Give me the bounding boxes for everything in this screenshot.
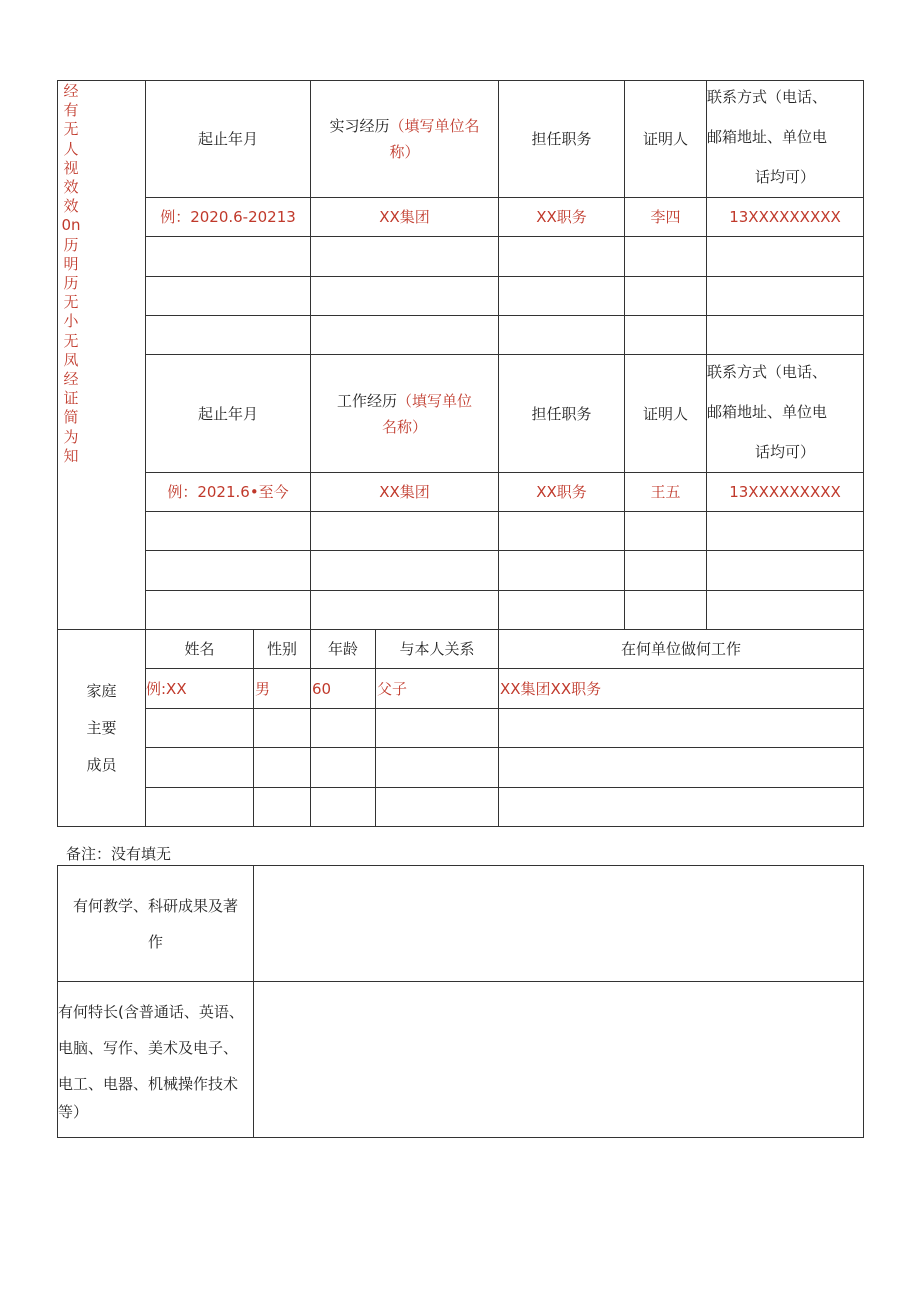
side-char: 经	[63, 82, 79, 100]
contact-header-line: 话均可）	[754, 443, 815, 461]
internship-example-date: 例：2020.6-20213	[160, 208, 296, 226]
remark-note: 备注：没有填无	[66, 845, 172, 863]
work-experience-header	[311, 355, 498, 472]
work-example-role: XX职务	[536, 483, 587, 501]
side-vertical-label	[60, 82, 82, 466]
family-example-gender: 男	[255, 679, 271, 698]
side-char: 证	[63, 389, 79, 408]
family-label-line: 主要	[86, 718, 117, 737]
side-char: 经	[63, 370, 79, 389]
work-witness-header: 证明人	[642, 404, 688, 423]
side-char: 无	[63, 331, 79, 350]
family-section-label	[58, 630, 145, 826]
side-char: 明	[63, 254, 79, 273]
work-example-date: 例：2021.6•至今	[167, 483, 289, 501]
skills-label	[58, 994, 254, 1122]
side-char: 人	[63, 139, 79, 158]
family-label-line: 家庭	[86, 681, 117, 700]
contact-header-line: 联系方式（电话、	[707, 88, 828, 106]
side-char: 小	[63, 312, 79, 331]
internship-role-header: 担任职务	[531, 130, 592, 148]
skills-label-line: 等）	[58, 1103, 89, 1121]
family-example-relation: 父子	[377, 679, 408, 698]
family-label-line: 成员	[86, 755, 117, 774]
research-label-line: 作	[147, 932, 163, 951]
family-name-header: 姓名	[184, 640, 215, 658]
family-age-header: 年龄	[327, 640, 358, 658]
side-char: 无	[63, 293, 79, 312]
side-char: 凤	[63, 350, 79, 369]
internship-date-header: 起止年月	[197, 130, 258, 148]
side-char: 视	[63, 158, 79, 177]
side-char: 为	[63, 427, 79, 446]
research-value[interactable]	[254, 866, 863, 981]
work-example-contact: 13XXXXXXXXX	[729, 483, 841, 501]
internship-experience-note: （填写单位名	[389, 117, 480, 135]
contact-header-line: 邮箱地址、单位电	[707, 128, 828, 146]
work-example-org: XX集团	[379, 483, 430, 501]
work-example-witness: 王五	[650, 483, 681, 501]
family-relation-header: 与本人关系	[399, 640, 475, 658]
work-experience-note-2: 名称）	[381, 417, 427, 436]
work-experience-title: 工作经历	[336, 391, 397, 410]
side-char: 有	[63, 101, 79, 120]
contact-header-line: 话均可）	[754, 168, 815, 186]
family-job-header: 在何单位做何工作	[620, 640, 741, 658]
skills-value[interactable]	[254, 982, 863, 1137]
family-example-job: XX集团XX职务	[500, 679, 602, 698]
internship-witness-header: 证明人	[642, 130, 688, 148]
internship-contact-header	[707, 78, 863, 196]
contact-header-line: 联系方式（电话、	[707, 363, 828, 381]
research-label-line: 有何教学、科研成果及著	[72, 896, 238, 915]
internship-experience-title: 实习经历	[329, 117, 390, 135]
contact-header-line: 邮箱地址、单位电	[707, 403, 828, 421]
skills-label-line: 电工、电器、机械操作技术	[58, 1075, 239, 1093]
internship-example-contact: 13XXXXXXXXX	[729, 208, 841, 226]
internship-experience-header	[311, 81, 498, 197]
internship-experience-note-2: 称）	[389, 143, 420, 161]
side-char: 0n	[61, 216, 81, 235]
internship-example-org: XX集团	[379, 208, 430, 226]
work-contact-header	[707, 353, 863, 471]
side-char: 效	[63, 197, 79, 216]
skills-label-line: 电脑、写作、美术及电子、	[58, 1039, 239, 1057]
work-role-header: 担任职务	[531, 404, 592, 423]
side-char: 简	[63, 408, 79, 427]
side-char: 无	[63, 120, 79, 139]
family-example-name: 例:XX	[146, 679, 187, 698]
research-label	[58, 866, 253, 981]
internship-example-witness: 李四	[650, 208, 681, 226]
side-char: 知	[63, 446, 79, 465]
skills-label-line: 有何特长(含普通话、英语、	[58, 1003, 244, 1021]
family-example-age: 60	[312, 679, 332, 698]
side-char: 效	[63, 178, 79, 197]
work-date-header: 起止年月	[197, 404, 258, 423]
family-gender-header: 性别	[266, 640, 297, 658]
work-experience-note: （填写单位	[397, 391, 473, 410]
side-char: 历	[63, 235, 79, 254]
side-char: 历	[63, 274, 79, 293]
internship-example-role: XX职务	[536, 208, 587, 226]
